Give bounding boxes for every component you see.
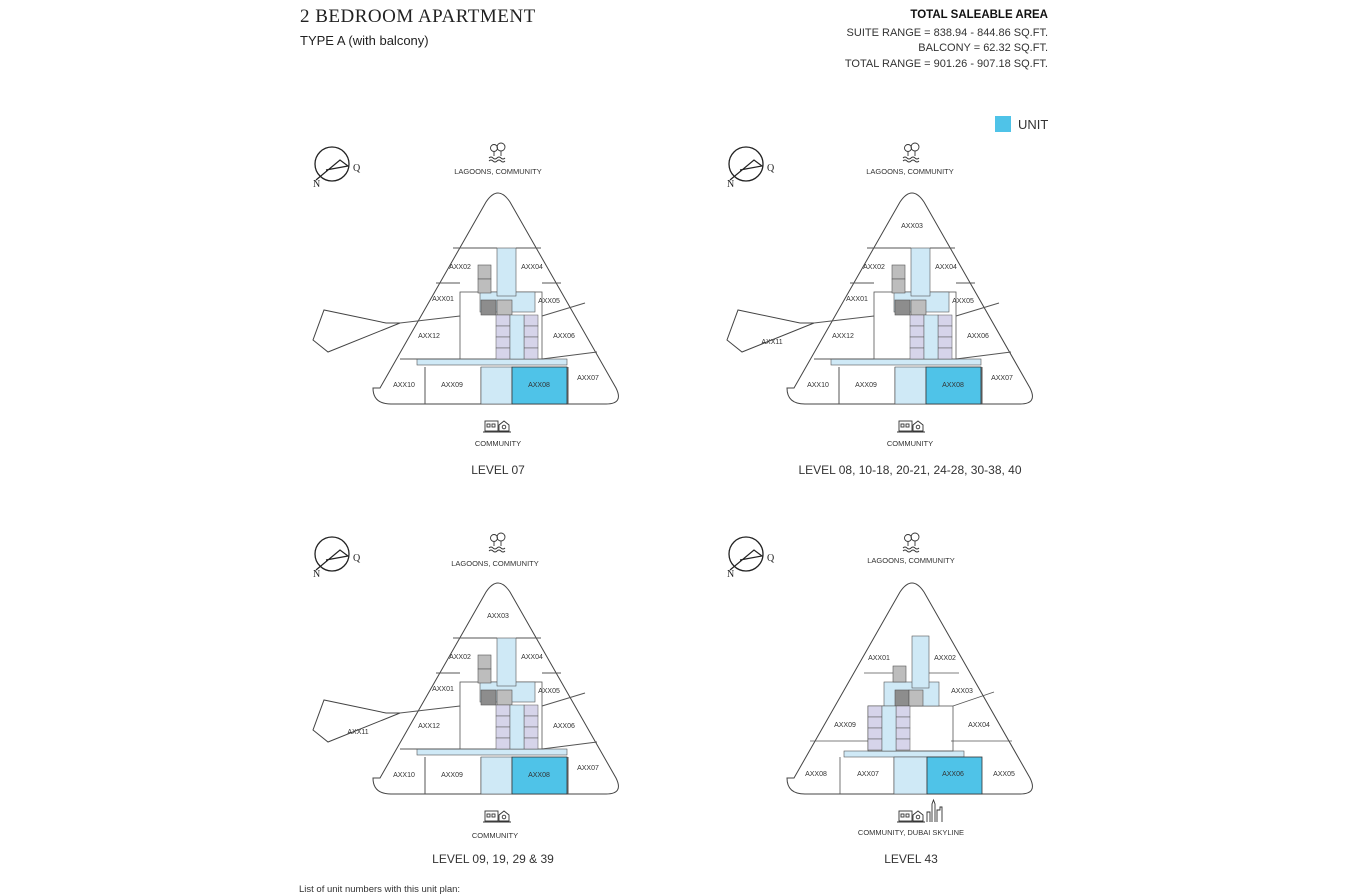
core-duct (938, 337, 952, 348)
core-duct (524, 716, 538, 727)
core-hall (882, 706, 896, 751)
core-stair (893, 666, 906, 682)
core-stair (478, 669, 491, 683)
core-duct (868, 728, 882, 739)
compass (727, 147, 775, 190)
core-duct (524, 315, 538, 326)
unit-label: AXX04 (968, 722, 990, 729)
core-duct (524, 326, 538, 337)
unit-label: AXX10 (393, 772, 415, 779)
core-duct (868, 717, 882, 728)
unit-label: AXX02 (449, 654, 471, 661)
unit-label: AXX05 (993, 771, 1015, 778)
core-lift (895, 690, 909, 706)
core-duct (524, 337, 538, 348)
core-duct (524, 727, 538, 738)
compass-north-label: N (727, 569, 735, 580)
bottom-view-label: COMMUNITY (471, 831, 519, 840)
unit-label: AXX09 (441, 382, 463, 389)
unit-label: AXX02 (863, 264, 885, 271)
unit-label: AXX01 (868, 655, 890, 662)
bottom-view-label: COMMUNITY, DUBAI SKYLINE (857, 828, 965, 837)
core-lift (911, 300, 926, 315)
building-wing (313, 310, 400, 352)
core-stair (892, 279, 905, 293)
lagoon-icon (903, 533, 919, 552)
core-duct (496, 326, 510, 337)
lobby-unit (481, 757, 512, 794)
unit-label: AXX07 (991, 375, 1013, 382)
level-label: LEVEL 43 (884, 852, 938, 866)
core-hall (510, 705, 524, 749)
core-shaft (497, 638, 516, 686)
level-label: LEVEL 07 (471, 463, 525, 477)
unit-label: AXX12 (832, 333, 854, 340)
core-stair (478, 279, 491, 293)
core-duct (896, 706, 910, 717)
lagoon-icon (489, 143, 505, 162)
unit-label: AXX05 (538, 688, 560, 695)
compass-q-label: Q (767, 553, 775, 564)
unit-label: AXX09 (441, 772, 463, 779)
unit-label: AXX04 (935, 264, 957, 271)
legend-label: UNIT (1018, 116, 1049, 132)
community-icon (483, 421, 511, 432)
core-duct (524, 705, 538, 716)
core-lift (909, 690, 923, 706)
lobby-unit (481, 367, 512, 404)
unit-label: AXX10 (393, 382, 415, 389)
core-shaft (912, 636, 929, 688)
core-hall (510, 315, 524, 359)
unit-label: AXX09 (855, 382, 877, 389)
core-duct (910, 326, 924, 337)
level-label: LEVEL 09, 19, 29 & 39 (432, 852, 554, 866)
unit-label: AXX06 (553, 333, 575, 340)
core-duct (896, 739, 910, 750)
unit-label: AXX11 (347, 729, 369, 736)
core-duct (868, 739, 882, 750)
unit-label: AXX01 (432, 296, 454, 303)
community-icon (897, 421, 925, 432)
unit-label: AXX08 (528, 772, 550, 779)
bottom-view-label: COMMUNITY (474, 439, 522, 448)
unit-label: AXX11 (761, 339, 783, 346)
unit-label: AXX05 (538, 298, 560, 305)
core-duct (524, 348, 538, 359)
footer-note: List of unit numbers with this unit plan: (299, 884, 461, 895)
unit-label: AXX09 (834, 722, 856, 729)
legend (995, 116, 1048, 132)
compass-north-label: N (313, 179, 321, 190)
compass-q-label: Q (767, 163, 775, 174)
suite-range: SUITE RANGE = 838.94 - 844.86 SQ.FT. (846, 26, 1048, 39)
level-label: LEVEL 08, 10-18, 20-21, 24-28, 30-38, 40 (798, 463, 1022, 477)
unit-label: AXX04 (521, 264, 543, 271)
unit-label: AXX08 (805, 771, 827, 778)
page-title: 2 BEDROOM APARTMENT (300, 6, 536, 27)
top-view-label: LAGOONS, COMMUNITY (867, 556, 955, 565)
unit-label: AXX12 (418, 333, 440, 340)
unit-label: AXX02 (449, 264, 471, 271)
top-view-label: LAGOONS, COMMUNITY (454, 167, 542, 176)
core-duct (896, 728, 910, 739)
unit-label: AXX06 (967, 333, 989, 340)
top-view-label: LAGOONS, COMMUNITY (866, 167, 954, 176)
compass (313, 537, 361, 580)
unit-label: AXX03 (487, 613, 509, 620)
core-duct (938, 326, 952, 337)
core-duct (496, 348, 510, 359)
unit-label: AXX01 (846, 296, 868, 303)
area-heading: TOTAL SALEABLE AREA (910, 9, 1048, 21)
core-duct (496, 727, 510, 738)
core-duct (496, 738, 510, 749)
unit-label: AXX03 (901, 223, 923, 230)
unit-label: AXX05 (952, 298, 974, 305)
core-stair (478, 265, 491, 279)
core-duct (496, 716, 510, 727)
area-summary (845, 8, 1048, 72)
core-duct (910, 315, 924, 326)
core-duct (910, 348, 924, 359)
unit-label: AXX08 (942, 382, 964, 389)
core-duct (868, 706, 882, 717)
core-lift (481, 690, 496, 705)
unit-label: AXX02 (934, 655, 956, 662)
lagoon-icon (903, 143, 919, 162)
unit-label: AXX06 (942, 771, 964, 778)
core-duct (496, 705, 510, 716)
core-duct (938, 348, 952, 359)
compass-north-label: N (727, 179, 735, 190)
compass (727, 537, 775, 580)
core-duct (496, 315, 510, 326)
unit-label: AXX03 (951, 688, 973, 695)
lagoon-icon (489, 533, 505, 552)
unit-label: AXX08 (528, 382, 550, 389)
bottom-view-label: COMMUNITY (886, 439, 934, 448)
corridor (417, 359, 567, 365)
unit-label: AXX12 (418, 723, 440, 730)
page-subtitle: TYPE A (with balcony) (300, 33, 429, 48)
core-lift (895, 300, 910, 315)
unit-label: AXX01 (432, 686, 454, 693)
compass-q-label: Q (353, 163, 361, 174)
unit-label: AXX10 (807, 382, 829, 389)
compass (313, 147, 361, 190)
core-duct (496, 337, 510, 348)
legend-swatch (995, 116, 1011, 132)
corridor (844, 751, 964, 757)
core-stair (892, 265, 905, 279)
unit-label: AXX07 (857, 771, 879, 778)
core-stair (478, 655, 491, 669)
core-shaft (911, 248, 930, 296)
core-lift (497, 690, 512, 705)
core-lift (497, 300, 512, 315)
corridor (831, 359, 981, 365)
lobby-unit (894, 757, 927, 794)
core-shaft (497, 248, 516, 296)
lobby-unit (895, 367, 926, 404)
total-range: TOTAL RANGE = 901.26 - 907.18 SQ.FT. (844, 57, 1048, 70)
top-view-label: LAGOONS, COMMUNITY (451, 559, 539, 568)
unit-label: AXX07 (577, 375, 599, 382)
unit-label: AXX06 (553, 723, 575, 730)
unit-label: AXX04 (521, 654, 543, 661)
unit-label: AXX07 (577, 765, 599, 772)
core-duct (524, 738, 538, 749)
core-duct (938, 315, 952, 326)
community-icon (897, 800, 942, 822)
core-duct (910, 337, 924, 348)
compass-q-label: Q (353, 553, 361, 564)
core-lift (481, 300, 496, 315)
core-duct (896, 717, 910, 728)
balcony-area: BALCONY = 62.32 SQ.FT. (918, 42, 1048, 54)
community-icon (483, 811, 511, 822)
core-hall (924, 315, 938, 359)
compass-north-label: N (313, 569, 321, 580)
corridor (417, 749, 567, 755)
